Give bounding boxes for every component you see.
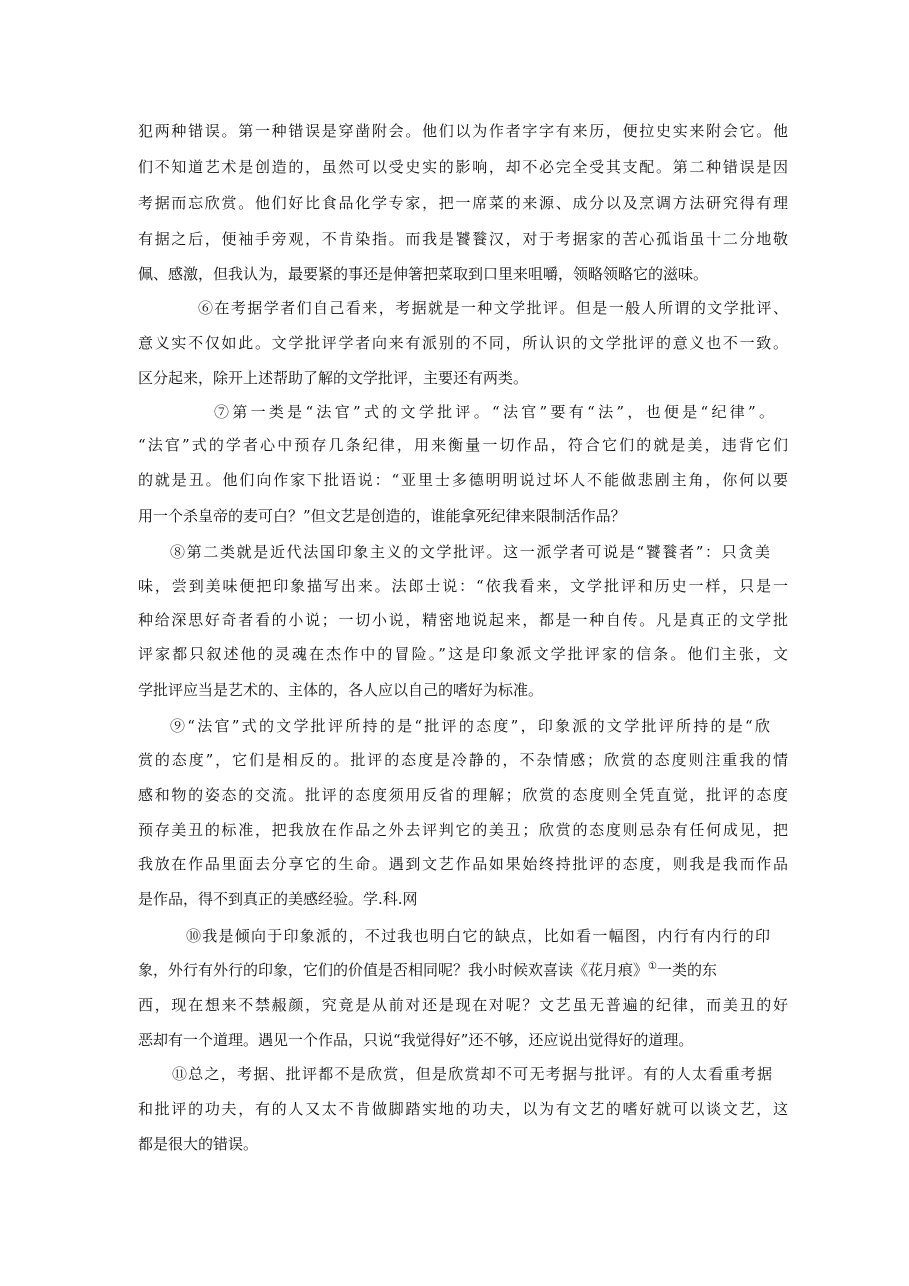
- text-line: 赏的态度”，它们是相反的。批评的态度是冷静的，不杂情感；欣赏的态度则注重我的情: [138, 751, 788, 769]
- paragraph-7-first-line: ⑦第一类是“法官”式的文学批评。“法官”要有“法”，也便是“纪律”。: [214, 403, 774, 421]
- paragraph-11-first-line: ⑪总之，考据、批评都不是欣赏，但是欣赏却不可无考据与批评。有的人太看重考据: [172, 1065, 772, 1083]
- text-line: 是作品，得不到真正的美感经验。学.科.网: [138, 890, 418, 908]
- text-line: 区分起来，除开上述帮助了解的文学批评，主要还有两类。: [138, 369, 529, 387]
- text-line: 评家都只叙述他的灵魂在杰作中的冒险。”这是印象派文学批评家的信条。他们主张，文: [138, 645, 788, 663]
- text-line: 们不知道艺术是创造的，虽然可以受史实的影响，却不必完全受其支配。第二种错误是因: [138, 158, 788, 176]
- text-line: 预存美丑的标准，把我放在作品之外去评判它的美丑；欣赏的态度则忌杂有任何成见，把: [138, 821, 788, 839]
- footnote-marker: ①: [648, 961, 657, 972]
- paragraph-6-first-line: ⑥在考据学者们自己看来，考据就是一种文学批评。但是一般人所谓的文学批评、: [198, 299, 788, 317]
- text-line-with-footnote: [138, 960, 788, 980]
- text-line: 味，尝到美味便把印象描写出来。法郎士说：“依我看来，文学批评和历史一样，只是一: [138, 577, 788, 595]
- text-line: 的就是丑。他们向作家下批语说：“亚里士多德明明说过坏人不能做悲剧主角，你何以要: [138, 471, 788, 489]
- text-segment: 一类的东: [656, 961, 717, 979]
- text-line: 西，现在想来不禁赧颜，究竟是从前对还是现在对呢？文艺虽无普遍的纪律，而美丑的好: [138, 996, 788, 1014]
- text-line: 和批评的功夫，有的人又太不肯做脚踏实地的功夫，以为有文艺的嗜好就可以谈文艺，这: [138, 1100, 788, 1118]
- paragraph-9-first-line: ⑨“法官”式的文学批评所持的是“批评的态度”，印象派的文学批评所持的是“欣: [170, 717, 770, 735]
- text-line: 犯两种错误。第一种错误是穿凿附会。他们以为作者字字有来历，便拉史实来附会它。他: [138, 122, 788, 140]
- text-line: 佩、感激，但我认为，最要紧的事还是伸箸把菜取到口里来咀嚼，领略领略它的滋味。: [138, 265, 709, 283]
- text-line: 意义实不仅如此。文学批评学者向来有派别的不同，所认识的文学批评的意义也不一致。: [138, 334, 788, 352]
- paragraph-10-first-line: ⑩我是倾向于印象派的，不过我也明白它的缺点，比如看一幅图，内行有内行的印: [186, 927, 770, 945]
- text-line: 考据而忘欣赏。他们好比食品化学专家，把一席菜的来源、成分以及烹调方法研究得有理: [138, 194, 788, 212]
- text-segment: 象，外行有外行的印象，它们的价值是否相同呢？我小时候欢喜读《花月痕》: [138, 961, 649, 979]
- text-line: 学批评应当是艺术的、主体的，各人应以自己的嗜好为标准。: [138, 681, 544, 699]
- text-line: 感和物的姿态的交流。批评的态度须用反省的理解；欣赏的态度则全凭直觉，批评的态度: [138, 786, 788, 804]
- text-line: 有据之后，便袖手旁观，不肯染指。而我是饕餮汉，对于考据家的苦心孤诣虽十二分地敬: [138, 230, 788, 248]
- text-line: 恶却有一个道理。遇见一个作品，只说“我觉得好”还不够，还应说出觉得好的道理。: [138, 1031, 694, 1049]
- paragraph-8-first-line: ⑧第二类就是近代法国印象主义的文学批评。这一派学者可说是“饕餮者”：只贪美: [170, 543, 770, 561]
- text-line: 用一个杀皇帝的麦可白？”但文艺是创造的，谁能拿死纪律来限制活作品？: [138, 507, 626, 525]
- text-line: 我放在作品里面去分享它的生命。遇到文艺作品如果始终持批评的态度，则我是我而作品: [138, 855, 788, 873]
- text-line: “法官”式的学者心中预存几条纪律，用来衡量一切作品，符合它们的就是美，违背它们: [138, 436, 788, 454]
- text-line: 都是很大的错误。: [138, 1135, 259, 1153]
- text-line: 种给深思好奇者看的小说；一切小说，精密地说起来，都是一种自传。凡是真正的文学批: [138, 611, 788, 629]
